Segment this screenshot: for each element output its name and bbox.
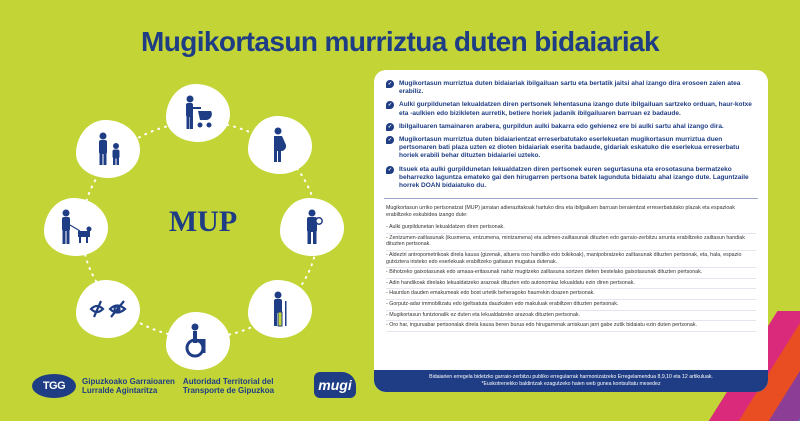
rule-item	[386, 101, 758, 117]
bullet-icon: ✓	[387, 137, 393, 144]
person-carrying-baby-icon	[280, 198, 344, 256]
rule-text: Mugikortasun murriztua duten bidaiarientzat erreserbatutako eserlekuetan mugikortasun murriztua duen pertsonaren bati plaza uzten ez dioten bidaiariak eserita badaude, gidariak eskatuko die eserlekua erreserbatu horiek erabili behar dituzten bidaiariei uzteko.	[399, 136, 740, 160]
rules-list	[374, 70, 768, 190]
list-item: - Aldeztri antropometrikoak direla kausa (gizenak, altuera oso handiko edo txikikoak), manipobratzeko zailtasunak dituzten pertsonak, eta, hala, espazio gutxiztera iristeko edo eserlekuak erabiltzeko gaitasun mugatua dutenak.	[386, 251, 756, 268]
pregnant-woman-icon	[248, 116, 312, 174]
person-with-stroller-icon	[166, 84, 230, 142]
bullet-icon: ✓	[387, 166, 393, 173]
rule-item	[386, 123, 758, 131]
tgg-logo-text	[82, 377, 274, 395]
list-item: - Aulki gurpildunetan lekualdatzen diren pertsonak.	[386, 223, 756, 234]
rule-item	[386, 80, 758, 96]
bullet-icon: ✓	[387, 102, 393, 109]
mugi-logo: mugi	[314, 372, 356, 398]
list-item: - Haurdun dauden emakumeak edo bost urtetik beheragoko haurrekin doazen pertsonak.	[386, 289, 756, 300]
poster-title: Mugikortasun murriztua duten bidaiariak	[140, 26, 659, 57]
rule-text: Aulki gurpildunetan lekualdatzen diren pertsonek lehentasuna izango dute ibilgailuan sartzeko orduan, haur-kotxe eta -aulkien edo bizikleten aurretik, betiere horiek jadanik ibilgailuaren barruan ez badaude.	[399, 101, 752, 117]
divider	[384, 198, 758, 199]
tgg-line2-left: Lurralde Agintaritza	[82, 386, 158, 395]
list-item: - Mugikortasun funtzionalik ez duten eta lekualdatzeko arazoak dituzten pertsonak.	[386, 311, 756, 322]
tgg-logo-mark: TGG	[32, 374, 76, 398]
footer-line-1: Bidaiarien erregela bidetzko garraio-zerbitzu publiko erregularrak harmonizatzeko Erregelamendua 8,9,10 eta 12 artikuluak.	[429, 374, 713, 380]
bullet-icon: ✓	[387, 81, 393, 87]
rule-text: Mugikortasun murriztua duten bidaiariak ibilgailuan sartu eta bertatik jaitsi ahal izango dira erosoen zaien atea erabiliz.	[399, 80, 741, 96]
mup-intro-text: Mugikortasun urriko pertsonatzat (MUP) jarraian adierazitakoak hartuko dira eta ibilgailuen barruan beraientzat erreserbatutako plazak eta espazioak erabiltzeko eskubidea izango dute:	[386, 205, 735, 219]
tgg-line2-right: Transporte de Gipuzkoa	[182, 386, 275, 395]
regulation-footer	[374, 370, 768, 392]
mup-criteria-list	[374, 223, 768, 332]
adult-with-child-icon	[76, 120, 140, 178]
rule-text: Ibilgailuaren tamainaren arabera, gurpildun aulki bakarra edo gehienez ere bi aulki sartu ahal izango dira.	[399, 122, 724, 130]
mup-icon-ring	[40, 80, 360, 380]
info-panel	[374, 70, 768, 392]
list-item: - Zentzumen-zailtasunak (ikusmena, entzumena, mintzamena) eta adimen-zailtasunak dituzten edo garraio-zerbitzu arrunta erabiltzeko zailtasun handiak dituzten pertsonak.	[386, 234, 756, 251]
rule-text: Itsuek eta aulki gurpildunetan lekualdatzen diren pertsonek euren segurtasuna eta erosotasuna bermatzeko beharrezko laguntza emateko gai den hirugarren pertsona batek lagunduta bidaiatu ahal izango dute. Laguntzaile horrek DOAN bidaiatuko du.	[399, 165, 749, 190]
rule-item	[386, 166, 758, 191]
wheelchair-icon	[166, 312, 230, 370]
person-with-leg-cast-icon	[248, 280, 312, 338]
footer-line-2: *Euskotrenekko baldintzak ezagutzeko haien web gunea kontsultatu mesedez	[481, 380, 661, 387]
list-item: - Adin handikoak direlako lekualdatzeko arazoak dituzten edo autonomiaz lekualdatu ezin diren pertsonak.	[386, 279, 756, 290]
mup-label: MUP	[168, 205, 238, 238]
tgg-line1-right: Autoridad Territorial del	[182, 377, 274, 386]
list-item: - Oro har, inguruabar pertsonalak direla kausa beren burua edo hirugarrenak arriskuan jarri gabe zutik bidaiatu ezin duten pertsonak.	[386, 321, 756, 332]
list-item: - Gorputz-adar immobilizatu edo igeltsatuta dauzkaten edo makuluak erabiltzen dituzten pertsonak.	[386, 300, 756, 311]
tgg-logo	[32, 374, 274, 398]
bullet-icon: ✓	[387, 123, 393, 130]
rule-item	[386, 136, 758, 161]
deaf-blind-icon	[76, 280, 140, 338]
list-item: - Bihotzeko gaixotasunak edo arnasa-eritasunak nahiz mugitzeko zailtasuna sortzen dieten bestelako gaixotasunak dituzten pertsonak.	[386, 268, 756, 279]
blind-person-with-guide-dog-icon	[44, 198, 108, 256]
tgg-line1-left: Gipuzkoako Garraioaren	[82, 377, 175, 386]
